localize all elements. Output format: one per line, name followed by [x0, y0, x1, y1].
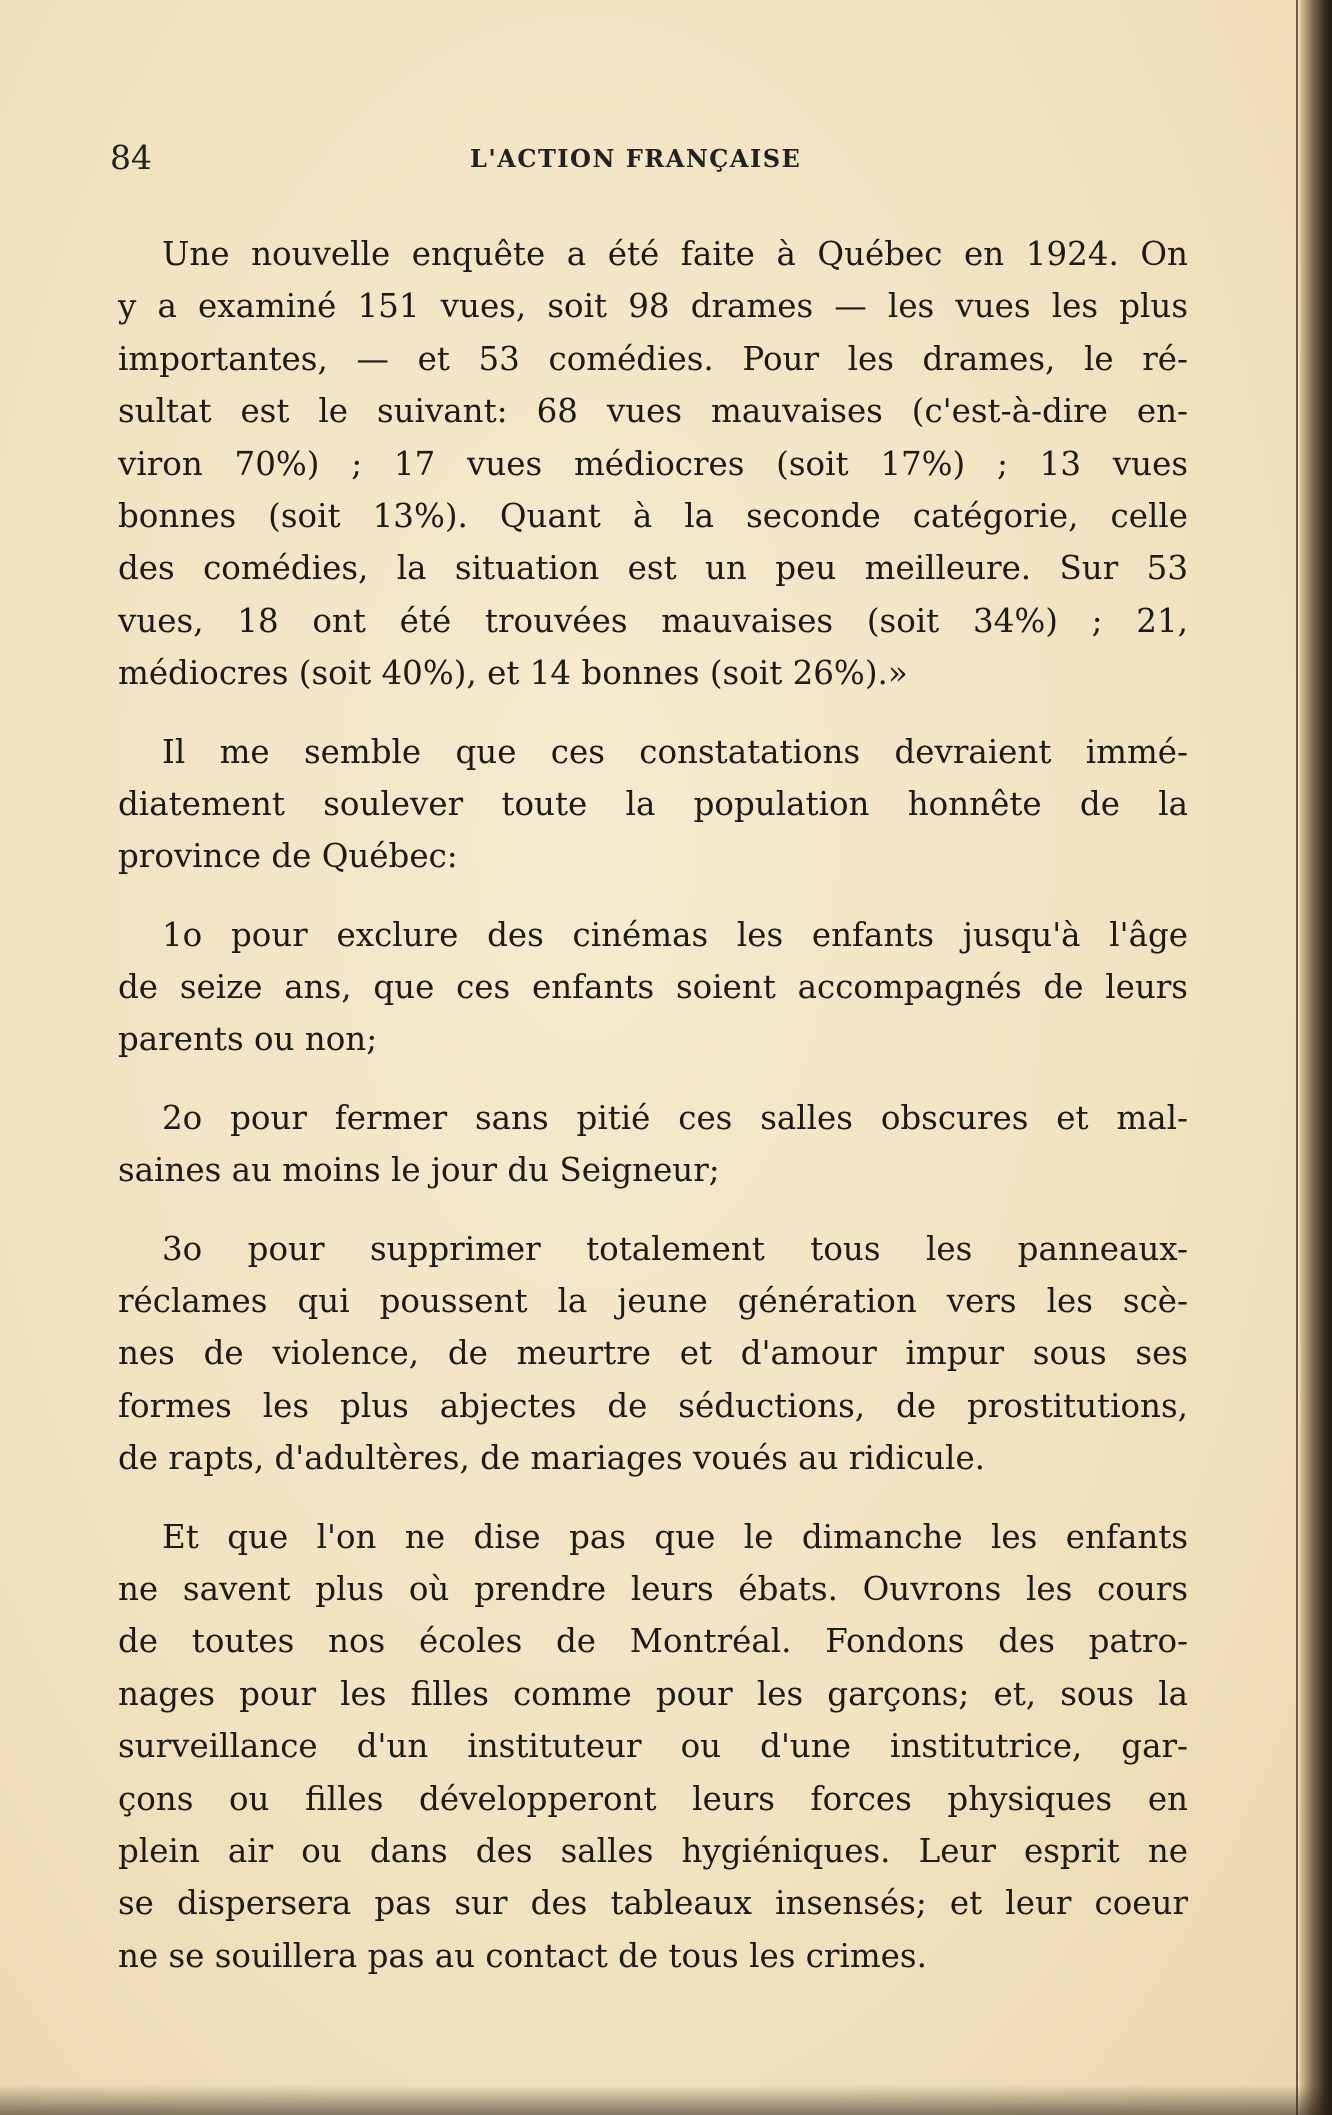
text-line: se dispersera pas sur des tableaux insensés; et leur coeur [118, 1884, 1188, 1923]
text-line: nages pour les filles comme pour les garçons; et, sous la [118, 1674, 1188, 1713]
text-line: viron 70%) ; 17 vues médiocres (soit 17%) ; 13 vues [118, 444, 1188, 483]
paragraph [118, 1511, 1188, 1983]
text-line: des comédies, la situation est un peu meilleure. Sur 53 [118, 549, 1188, 588]
text-line: plein air ou dans des salles hygiéniques. Leur esprit ne [118, 1831, 1188, 1870]
list-item [118, 909, 1188, 1066]
text-line: diatement soulever toute la population honnête de la [118, 784, 1188, 823]
paragraph [118, 726, 1188, 883]
page-edge-line [1296, 0, 1298, 2115]
text-line: ne se souillera pas au contact de tous les crimes. [118, 1936, 927, 1975]
text-line: médiocres (soit 40%), et 14 bonnes (soit 26%).» [118, 654, 908, 693]
list-item [118, 1092, 1188, 1197]
paragraph [118, 228, 1188, 700]
running-title: L'ACTION FRANÇAISE [470, 144, 802, 173]
text-line: sultat est le suivant: 68 vues mauvaises (c'est-à-dire en- [118, 392, 1188, 431]
list-item [118, 1223, 1188, 1485]
text-line: y a examiné 151 vues, soit 98 drames — les vues les plus [118, 287, 1188, 326]
running-head [110, 138, 1190, 178]
text-line: de seize ans, que ces enfants soient accompagnés de leurs [118, 968, 1188, 1007]
text-line: 2o pour fermer sans pitié ces salles obscures et mal- [162, 1098, 1188, 1137]
book-spine-edge [1300, 0, 1332, 2115]
text-line: de rapts, d'adultères, de mariages voués au ridicule. [118, 1439, 986, 1478]
text-line: çons ou filles développeront leurs forces physiques en [118, 1779, 1188, 1818]
text-line: saines au moins le jour du Seigneur; [118, 1151, 720, 1190]
text-line: 3o pour supprimer totalement tous les panneaux- [162, 1229, 1188, 1268]
text-line: Une nouvelle enquête a été faite à Québec en 1924. On [162, 235, 1188, 273]
text-line: de toutes nos écoles de Montréal. Fondons des patro- [118, 1622, 1188, 1661]
text-line: importantes, — et 53 comédies. Pour les drames, le ré- [118, 339, 1188, 378]
text-line: vues, 18 ont été trouvées mauvaises (soit 34%) ; 21, [118, 601, 1188, 640]
text-line: province de Québec: [118, 837, 458, 876]
text-line: bonnes (soit 13%). Quant à la seconde catégorie, celle [118, 496, 1188, 535]
page-number: 84 [110, 138, 152, 177]
text-line: Et que l'on ne dise pas que le dimanche les enfants [162, 1517, 1188, 1556]
text-line: ne savent plus où prendre leurs ébats. Ouvrons les cours [118, 1569, 1188, 1608]
text-line: nes de violence, de meurtre et d'amour impur sous ses [118, 1334, 1188, 1373]
text-line: 1o pour exclure des cinémas les enfants jusqu'à l'âge [162, 915, 1188, 954]
text-line: formes les plus abjectes de séductions, de prostitutions, [118, 1386, 1188, 1425]
text-line: réclames qui poussent la jeune génération vers les scè- [118, 1282, 1188, 1321]
page-bottom-shadow [0, 2085, 1332, 2115]
text-line: Il me semble que ces constatations devraient immé- [162, 732, 1188, 771]
text-line: parents ou non; [118, 1020, 378, 1059]
text-line: surveillance d'un instituteur ou d'une institutrice, gar- [118, 1727, 1188, 1766]
body-text [118, 228, 1188, 1982]
